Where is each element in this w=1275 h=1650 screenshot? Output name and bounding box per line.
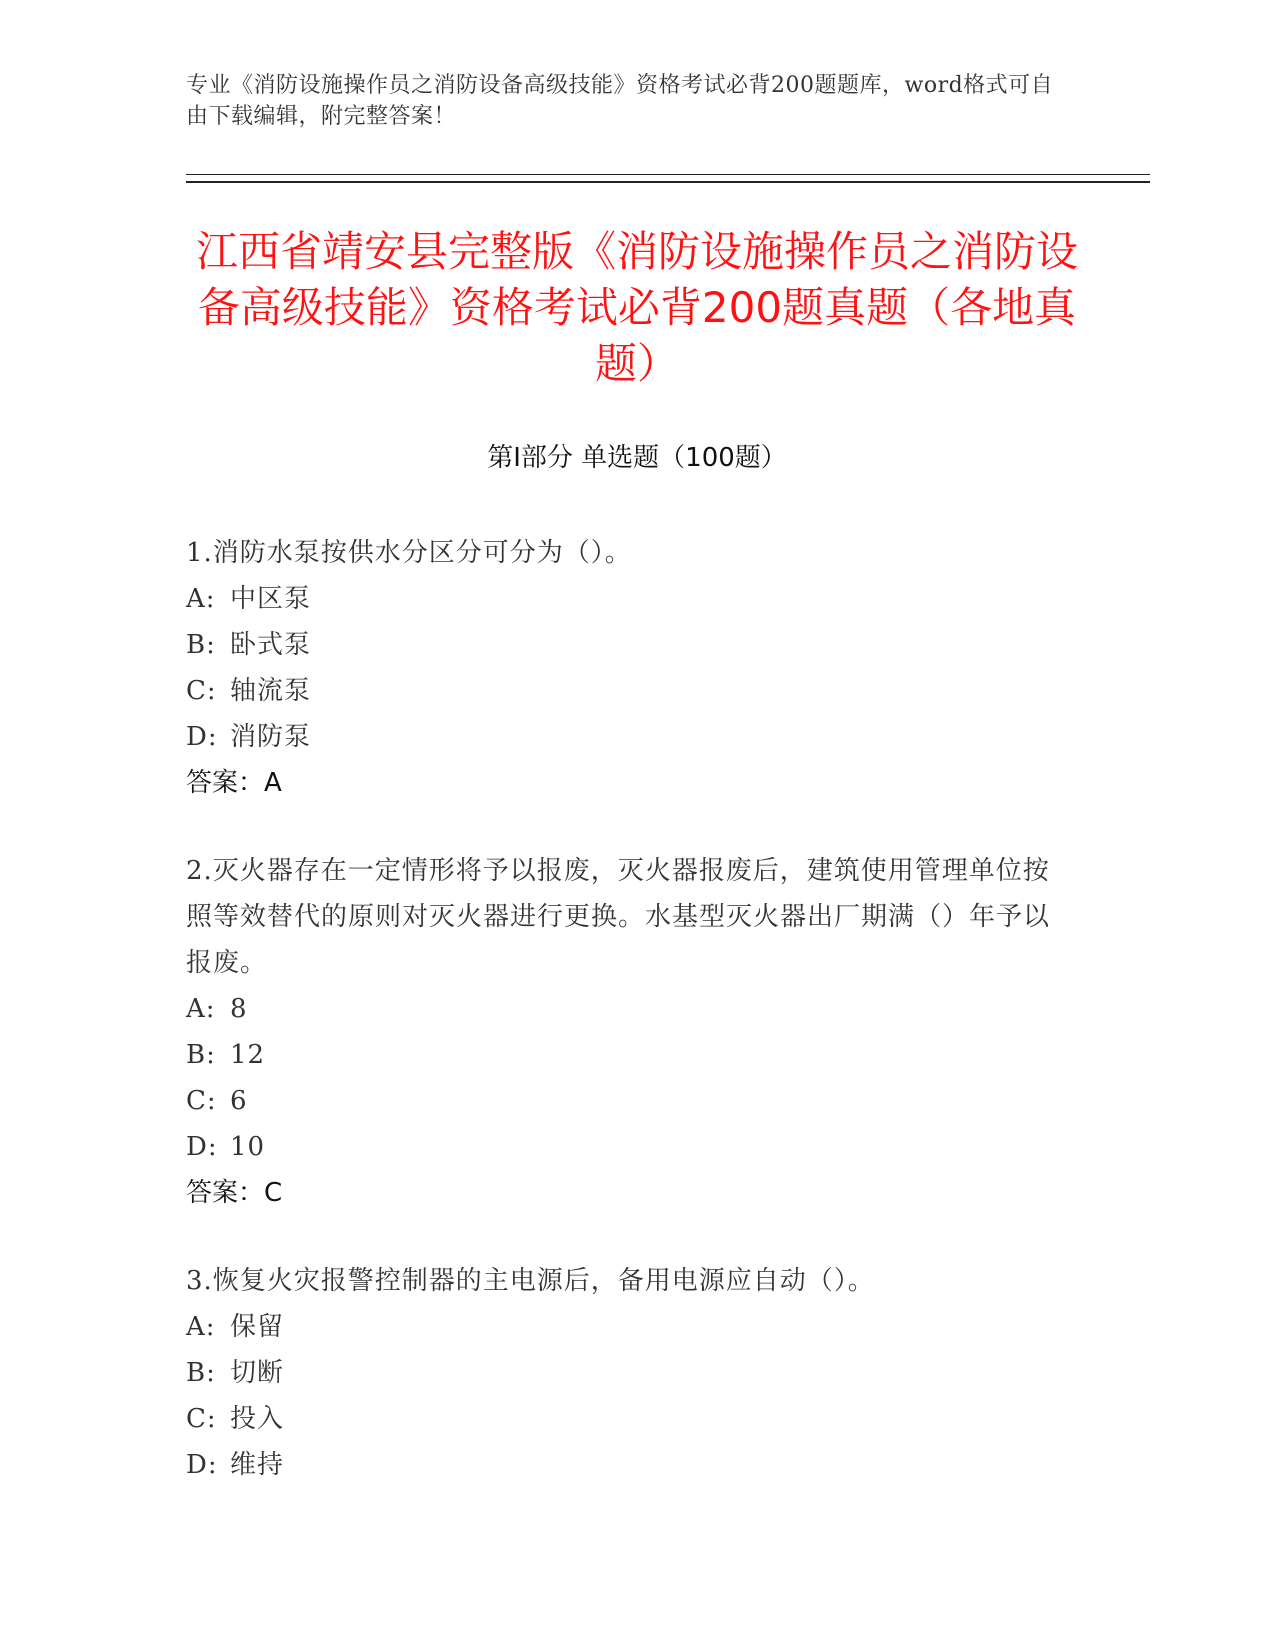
option-a	[186, 576, 1066, 622]
option-label: A:	[186, 584, 216, 614]
option-label: B:	[186, 630, 216, 660]
option-text: 投入	[230, 1404, 285, 1434]
option-b	[186, 1350, 1066, 1396]
section-heading: 第Ⅰ部分 单选题（100题）	[487, 443, 787, 473]
header-divider-thick	[186, 181, 1150, 183]
option-label: D:	[186, 1450, 218, 1480]
option-text: 卧式泵	[230, 630, 312, 660]
option-c	[186, 1396, 1066, 1442]
header-divider-thin	[186, 174, 1150, 175]
option-text: 10	[230, 1132, 266, 1162]
option-label: A:	[186, 994, 216, 1024]
answer-line: 答案：C	[186, 1178, 283, 1208]
option-b	[186, 622, 1066, 668]
option-a	[186, 986, 1066, 1032]
option-label: C:	[186, 1086, 217, 1116]
question-3	[186, 1258, 1066, 1488]
option-text: 6	[230, 1086, 248, 1116]
option-text: 切断	[230, 1358, 285, 1388]
option-label: B:	[186, 1358, 216, 1388]
option-label: C:	[186, 1404, 217, 1434]
option-label: B:	[186, 1040, 216, 1070]
option-label: D:	[186, 1132, 218, 1162]
option-text: 消防泵	[230, 722, 312, 752]
option-a	[186, 1304, 1066, 1350]
option-d	[186, 1442, 1066, 1488]
question-2	[186, 848, 1066, 1216]
answer-line: 答案：A	[186, 768, 282, 798]
question-stem: 1.消防水泵按供水分区分可分为（）。	[186, 538, 632, 568]
question-1	[186, 530, 1066, 806]
option-label: D:	[186, 722, 218, 752]
option-d	[186, 1124, 1066, 1170]
question-stem: 3.恢复火灾报警控制器的主电源后，备用电源应自动（）。	[186, 1266, 875, 1296]
header-intro-text: 专业《消防设施操作员之消防设备高级技能》资格考试必背200题题库，word格式可自由下载编辑，附完整答案！	[186, 73, 1054, 129]
option-label: A:	[186, 1312, 216, 1342]
option-text: 中区泵	[230, 584, 312, 614]
option-d	[186, 714, 1066, 760]
option-c	[186, 1078, 1066, 1124]
option-b	[186, 1032, 1066, 1078]
option-text: 维持	[230, 1450, 285, 1480]
option-text: 轴流泵	[230, 676, 312, 706]
option-text: 12	[230, 1040, 266, 1070]
option-text: 8	[230, 994, 248, 1024]
option-label: C:	[186, 676, 217, 706]
document-title: 江西省靖安县完整版《消防设施操作员之消防设备高级技能》资格考试必背200题真题（各地真题）	[195, 227, 1078, 388]
option-c	[186, 668, 1066, 714]
option-text: 保留	[230, 1312, 285, 1342]
question-stem: 2.灭火器存在一定情形将予以报废，灭火器报废后，建筑使用管理单位按照等效替代的原则对灭火器进行更换。水基型灭火器出厂期满（）年予以报废。	[186, 856, 1051, 978]
